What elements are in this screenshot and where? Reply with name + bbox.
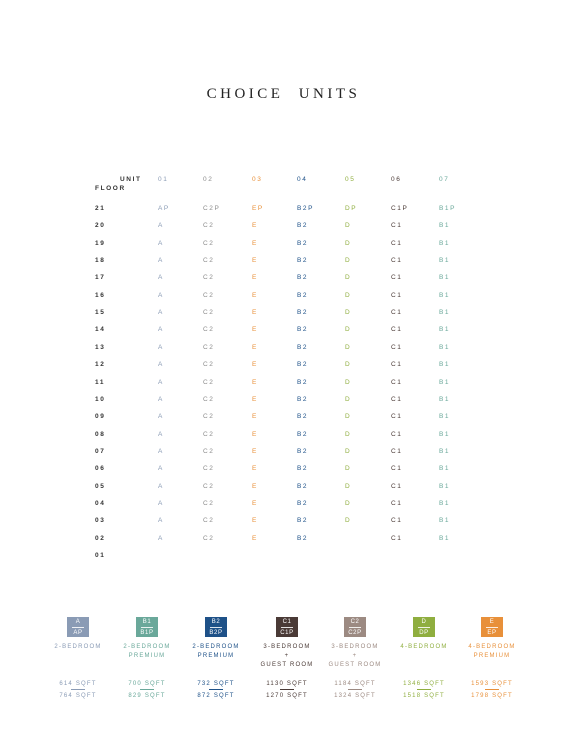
unit-cell: E [252,499,258,507]
floor-number: 08 [95,430,106,438]
table-row [95,500,475,512]
description-line: 2-BEDROOM [123,644,171,650]
floor-number: 01 [95,552,106,559]
unit-header-label: UNIT [120,176,142,183]
unit-cell: B1 [439,517,451,525]
unit-cell: C2 [203,274,215,282]
unit-column-header: 02 [203,176,214,183]
badge-divider [349,627,361,628]
description-line: 3-BEDROOM [263,644,311,650]
unit-size-premium: 1270 SQFT [266,693,308,699]
unit-size-premium: 1518 SQFT [403,693,445,699]
table-row [95,292,475,304]
table-row [95,517,475,529]
unit-type-code: A [75,618,81,625]
unit-cell: B1 [439,499,451,507]
unit-cell: B2P [297,205,315,212]
unit-cell: C2 [203,534,215,542]
legend-item [38,617,118,652]
unit-cell: B1 [439,378,451,386]
unit-cell: C2 [203,326,215,334]
floor-number: 18 [95,257,106,265]
floor-number: 10 [95,395,106,403]
floor-number: 12 [95,361,106,369]
unit-cell: A [158,378,164,386]
unit-cell: B2 [297,430,309,438]
unit-cell: D [345,447,352,455]
unit-cell: C1P [391,205,409,212]
page-title: CHOICE UNITS [206,86,361,102]
unit-type-code: B2 [211,618,221,625]
unit-cell: C1 [391,499,403,507]
unit-cell: E [252,291,258,299]
unit-column-header: 04 [297,176,308,183]
unit-cell: A [158,291,164,299]
unit-cell: E [252,430,258,438]
size-divider [140,689,154,690]
unit-size-premium: 1798 SQFT [471,693,513,699]
description-line: PREMIUM [197,653,235,659]
unit-cell: B1 [439,430,451,438]
unit-cell: B2 [297,413,309,421]
unit-cell: C2 [203,447,215,455]
unit-cell: D [345,378,352,386]
unit-cell: C2 [203,361,215,369]
floor-number: 07 [95,447,106,455]
size-divider [485,689,499,690]
unit-cell: C1 [391,378,403,386]
unit-cell: B2 [297,309,309,317]
unit-cell: E [252,378,258,386]
floor-number: 02 [95,534,106,542]
unit-cell: B2 [297,343,309,351]
unit-cell: B1P [439,205,457,212]
unit-cell: D [345,257,352,265]
table-row [95,448,475,460]
unit-size-pair [315,681,395,699]
unit-cell: B1 [439,309,451,317]
badge-divider [281,627,293,628]
unit-cell: B2 [297,447,309,455]
unit-size-standard: 1184 SQFT [334,681,376,687]
unit-cell: B1 [439,257,451,265]
unit-cell: C2 [203,465,215,473]
table-row [95,257,475,269]
unit-cell: A [158,326,164,334]
unit-cell: B2 [297,361,309,369]
unit-cell: E [252,222,258,230]
table-row [95,240,475,252]
floor-number: 03 [95,517,106,525]
unit-size-premium: 764 SQFT [59,693,97,699]
unit-cell: D [345,326,352,334]
unit-cell: E [252,413,258,421]
size-divider [417,689,431,690]
table-row [95,361,475,373]
unit-cell: D [345,395,352,403]
unit-cell: DP [345,205,358,212]
unit-cell: D [345,239,352,247]
unit-cell: A [158,257,164,265]
badge-divider [210,627,222,628]
description-line: 2-BEDROOM [192,644,240,650]
unit-cell: B2 [297,534,309,542]
floor-number: 13 [95,343,106,351]
unit-cell: A [158,517,164,525]
unit-cell: C2 [203,413,215,421]
description-line: GUEST ROOM [260,662,314,668]
unit-cell: C1 [391,361,403,369]
table-row [95,552,475,564]
table-row [95,483,475,495]
unit-cell: C2 [203,309,215,317]
unit-cell: E [252,395,258,403]
unit-type-badge [205,617,227,637]
unit-cell: C2 [203,378,215,386]
floor-number: 20 [95,222,106,230]
unit-cell: A [158,447,164,455]
badge-divider [72,627,84,628]
unit-type-premium-code: B1P [140,629,154,636]
description-line: 4-BEDROOM [400,644,448,650]
unit-cell: C2 [203,239,215,247]
unit-size-pair [38,681,118,699]
legend-item [452,617,532,661]
unit-cell: D [345,413,352,421]
unit-size-standard: 1130 SQFT [266,681,308,687]
unit-type-premium-code: AP [73,629,83,636]
unit-cell: B2 [297,291,309,299]
unit-cell: A [158,361,164,369]
unit-cell: B2 [297,395,309,403]
unit-cell: A [158,395,164,403]
unit-type-code: E [489,618,495,625]
unit-size-standard: 1593 SQFT [471,681,513,687]
unit-type-code: B1 [142,618,152,625]
table-row [95,274,475,286]
floor-number: 16 [95,291,106,299]
unit-type-premium-code: B2P [209,629,223,636]
size-divider [209,689,223,690]
table-row [95,465,475,477]
unit-cell: C1 [391,430,403,438]
table-row [95,344,475,356]
description-line: 3-BEDROOM [331,644,379,650]
unit-cell: B2 [297,326,309,334]
unit-cell: C1 [391,274,403,282]
unit-cell: B2 [297,257,309,265]
unit-cell: B2 [297,465,309,473]
unit-size-standard: 1346 SQFT [403,681,445,687]
unit-cell: A [158,309,164,317]
unit-cell: D [345,517,352,525]
unit-cell: E [252,309,258,317]
unit-cell: D [345,482,352,490]
unit-cell: D [345,343,352,351]
floor-number: 15 [95,309,106,317]
unit-cell: C1 [391,222,403,230]
unit-cell: C2 [203,499,215,507]
unit-size-standard: 614 SQFT [59,681,97,687]
unit-size-premium: 829 SQFT [128,693,166,699]
unit-cell: A [158,534,164,542]
floor-number: 04 [95,499,106,507]
floor-number: 06 [95,465,106,473]
unit-type-description [452,643,532,661]
unit-cell: C1 [391,482,403,490]
floor-number: 05 [95,482,106,490]
unit-cell: E [252,465,258,473]
description-line: PREMIUM [473,653,511,659]
unit-cell: A [158,465,164,473]
unit-cell: E [252,257,258,265]
unit-cell: D [345,222,352,230]
description-line: PREMIUM [128,653,166,659]
unit-cell: AP [158,205,170,212]
floor-header-label: FLOOR [95,185,126,192]
floor-number: 21 [95,205,106,212]
unit-cell: D [345,430,352,438]
unit-cell: C2 [203,430,215,438]
unit-type-description [38,643,118,652]
unit-cell: B1 [439,413,451,421]
unit-size-premium: 1324 SQFT [334,693,376,699]
floor-number: 14 [95,326,106,334]
unit-type-description [107,643,187,661]
unit-cell: B1 [439,274,451,282]
unit-size-pair [452,681,532,699]
unit-cell: D [345,274,352,282]
unit-cell: C1 [391,257,403,265]
floor-number: 11 [95,378,106,386]
legend-item [315,617,395,670]
unit-cell: C1 [391,534,403,542]
unit-cell: B1 [439,465,451,473]
unit-cell: E [252,239,258,247]
unit-cell: B1 [439,291,451,299]
unit-cell: B2 [297,499,309,507]
unit-cell: B1 [439,239,451,247]
unit-column-header: 03 [252,176,263,183]
size-divider [348,689,362,690]
unit-size-pair [176,681,256,699]
unit-cell: B1 [439,447,451,455]
floor-number: 17 [95,274,106,282]
unit-type-code: C2 [350,618,360,625]
unit-type-description [176,643,256,661]
unit-size-premium: 872 SQFT [197,693,235,699]
unit-cell: A [158,482,164,490]
unit-cell: C2 [203,482,215,490]
unit-cell: A [158,499,164,507]
unit-cell: C1 [391,413,403,421]
unit-type-premium-code: DP [419,629,429,636]
unit-cell: E [252,326,258,334]
unit-size-standard: 700 SQFT [128,681,166,687]
unit-cell: A [158,413,164,421]
unit-cell: E [252,534,258,542]
unit-cell: C1 [391,309,403,317]
unit-cell: C2 [203,395,215,403]
unit-cell: B1 [439,534,451,542]
unit-cell: C1 [391,291,403,299]
unit-cell: D [345,291,352,299]
unit-type-code: C1 [282,618,292,625]
unit-size-pair [107,681,187,699]
unit-cell: B2 [297,378,309,386]
unit-type-badge [136,617,158,637]
unit-type-badge [276,617,298,637]
floor-number: 19 [95,239,106,247]
size-divider [280,689,294,690]
unit-cell: D [345,499,352,507]
unit-cell: C2 [203,343,215,351]
legend-item [107,617,187,661]
unit-cell: B1 [439,326,451,334]
unit-cell: C1 [391,239,403,247]
unit-cell: B1 [439,361,451,369]
unit-type-badge [481,617,503,637]
description-line: + [352,653,358,659]
unit-cell: C1 [391,517,403,525]
table-row [95,413,475,425]
table-row [95,222,475,234]
unit-cell: C2 [203,257,215,265]
unit-cell: B1 [439,482,451,490]
table-row [95,535,475,547]
unit-cell: A [158,430,164,438]
unit-type-premium-code: C2P [348,629,362,636]
unit-type-description [315,643,395,670]
unit-cell: D [345,361,352,369]
unit-cell: A [158,343,164,351]
unit-cell: C2 [203,517,215,525]
legend-item [176,617,256,661]
floor-number: 09 [95,413,106,421]
unit-cell: C1 [391,447,403,455]
unit-cell: E [252,361,258,369]
unit-column-header: 06 [391,176,402,183]
table-row [95,379,475,391]
unit-type-premium-code: EP [487,629,497,636]
size-divider [71,689,85,690]
unit-cell: C2P [203,205,221,212]
unit-type-badge [67,617,89,637]
badge-divider [141,627,153,628]
table-row [95,326,475,338]
unit-column-header: 05 [345,176,356,183]
unit-cell: A [158,222,164,230]
table-row [95,431,475,443]
unit-size-standard: 732 SQFT [197,681,235,687]
table-row [95,205,475,217]
table-row [95,396,475,408]
unit-cell: C1 [391,465,403,473]
unit-cell: C1 [391,343,403,351]
unit-cell: EP [252,205,264,212]
unit-cell: C2 [203,291,215,299]
unit-cell: A [158,274,164,282]
description-line: 2-BEDROOM [54,644,102,650]
unit-cell: C1 [391,395,403,403]
unit-type-badge [344,617,366,637]
unit-cell: B1 [439,395,451,403]
unit-cell: E [252,482,258,490]
unit-cell: D [345,309,352,317]
unit-cell: B1 [439,222,451,230]
description-line: 4-BEDROOM [468,644,516,650]
unit-column-header: 01 [158,176,169,183]
unit-cell: B2 [297,517,309,525]
unit-cell: B2 [297,222,309,230]
unit-cell: B2 [297,482,309,490]
table-row [95,309,475,321]
unit-cell: D [345,465,352,473]
unit-cell: A [158,239,164,247]
unit-type-premium-code: C1P [280,629,294,636]
unit-cell: B2 [297,274,309,282]
description-line: + [284,653,290,659]
unit-cell: B1 [439,343,451,351]
unit-cell: E [252,517,258,525]
unit-type-badge [413,617,435,637]
description-line: GUEST ROOM [328,662,382,668]
unit-cell: C2 [203,222,215,230]
unit-column-header: 07 [439,176,450,183]
unit-cell: B2 [297,239,309,247]
badge-divider [418,627,430,628]
badge-divider [486,627,498,628]
unit-cell: E [252,447,258,455]
unit-cell: E [252,274,258,282]
unit-cell: E [252,343,258,351]
unit-type-code: D [421,618,427,625]
unit-cell: C1 [391,326,403,334]
